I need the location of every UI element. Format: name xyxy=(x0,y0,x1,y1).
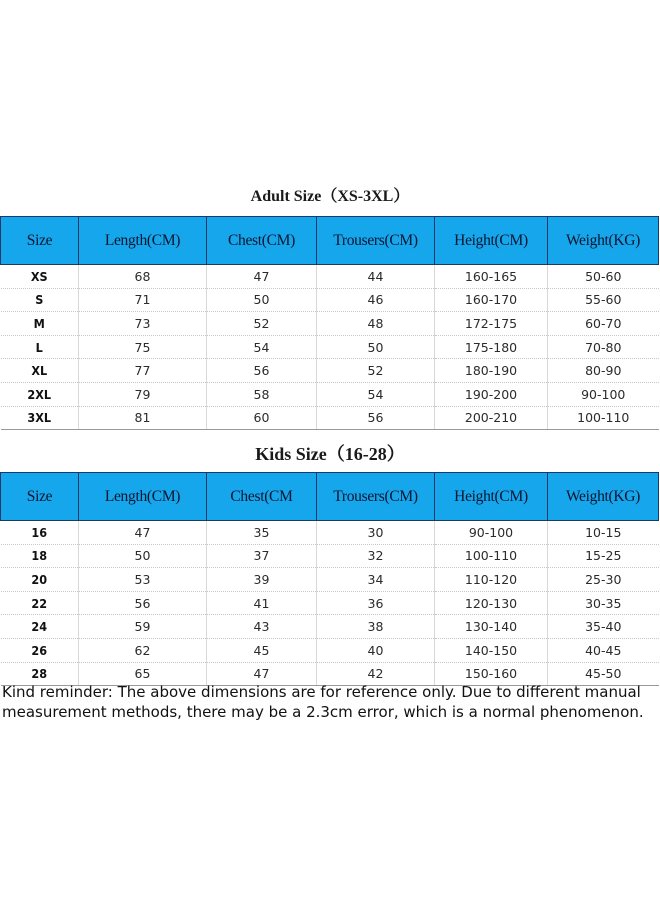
size-cell: XS xyxy=(1,265,79,289)
kids-size-table xyxy=(0,472,659,686)
size-cell: 16 xyxy=(1,521,79,545)
chest-cell: 47 xyxy=(207,265,317,289)
header-length: Length(CM) xyxy=(79,217,207,265)
size-cell: M xyxy=(1,312,79,336)
kind-reminder-note: Kind reminder: The above dimensions are for reference only. Due to different manual measurement methods, there may be a 2.3cm error, which is a normal phenomenon. xyxy=(2,683,644,721)
kids-size-title: Kids Size（16-28） xyxy=(255,444,405,464)
trousers-cell: 50 xyxy=(317,335,435,359)
table-row xyxy=(1,521,659,545)
length-cell: 56 xyxy=(79,591,207,615)
weight-cell: 45-50 xyxy=(548,662,659,686)
length-cell: 65 xyxy=(79,662,207,686)
trousers-cell: 48 xyxy=(317,312,435,336)
height-cell: 190-200 xyxy=(435,382,548,406)
table-row xyxy=(1,615,659,639)
weight-cell: 30-35 xyxy=(548,591,659,615)
table-row xyxy=(1,335,659,359)
height-cell: 160-165 xyxy=(435,265,548,289)
table-row xyxy=(1,265,659,289)
length-cell: 79 xyxy=(79,382,207,406)
chest-cell: 35 xyxy=(207,521,317,545)
length-cell: 59 xyxy=(79,615,207,639)
height-cell: 172-175 xyxy=(435,312,548,336)
length-cell: 68 xyxy=(79,265,207,289)
trousers-cell: 40 xyxy=(317,638,435,662)
trousers-cell: 30 xyxy=(317,521,435,545)
height-cell: 160-170 xyxy=(435,288,548,312)
trousers-cell: 38 xyxy=(317,615,435,639)
length-cell: 75 xyxy=(79,335,207,359)
trousers-cell: 44 xyxy=(317,265,435,289)
height-cell: 175-180 xyxy=(435,335,548,359)
weight-cell: 10-15 xyxy=(548,521,659,545)
trousers-cell: 46 xyxy=(317,288,435,312)
height-cell: 150-160 xyxy=(435,662,548,686)
header-size: Size xyxy=(1,473,79,521)
chest-cell: 41 xyxy=(207,591,317,615)
header-length: Length(CM) xyxy=(79,473,207,521)
chest-cell: 52 xyxy=(207,312,317,336)
table-row xyxy=(1,406,659,430)
height-cell: 140-150 xyxy=(435,638,548,662)
size-cell: 24 xyxy=(1,615,79,639)
chest-cell: 58 xyxy=(207,382,317,406)
size-cell: 3XL xyxy=(1,406,79,430)
chest-cell: 43 xyxy=(207,615,317,639)
length-cell: 77 xyxy=(79,359,207,383)
chest-cell: 45 xyxy=(207,638,317,662)
weight-cell: 15-25 xyxy=(548,544,659,568)
size-cell: 22 xyxy=(1,591,79,615)
table-row xyxy=(1,359,659,383)
weight-cell: 70-80 xyxy=(548,335,659,359)
header-weight: Weight(KG) xyxy=(548,217,659,265)
trousers-cell: 42 xyxy=(317,662,435,686)
size-cell: L xyxy=(1,335,79,359)
table-row xyxy=(1,638,659,662)
trousers-cell: 32 xyxy=(317,544,435,568)
trousers-cell: 52 xyxy=(317,359,435,383)
height-cell: 110-120 xyxy=(435,568,548,592)
size-cell: S xyxy=(1,288,79,312)
height-cell: 90-100 xyxy=(435,521,548,545)
header-chest: Chest(CM) xyxy=(207,217,317,265)
size-cell: 18 xyxy=(1,544,79,568)
size-cell: 26 xyxy=(1,638,79,662)
header-chest: Chest(CM xyxy=(207,473,317,521)
weight-cell: 55-60 xyxy=(548,288,659,312)
table-row xyxy=(1,382,659,406)
table-row xyxy=(1,288,659,312)
trousers-cell: 36 xyxy=(317,591,435,615)
header-trousers: Trousers(CM) xyxy=(317,217,435,265)
chest-cell: 37 xyxy=(207,544,317,568)
kids-header-row xyxy=(1,473,659,521)
length-cell: 71 xyxy=(79,288,207,312)
size-cell: XL xyxy=(1,359,79,383)
length-cell: 53 xyxy=(79,568,207,592)
height-cell: 130-140 xyxy=(435,615,548,639)
table-row xyxy=(1,591,659,615)
adult-header-row xyxy=(1,217,659,265)
adult-size-title: Adult Size（XS-3XL） xyxy=(250,188,410,205)
length-cell: 50 xyxy=(79,544,207,568)
weight-cell: 60-70 xyxy=(548,312,659,336)
size-cell: 28 xyxy=(1,662,79,686)
weight-cell: 40-45 xyxy=(548,638,659,662)
chest-cell: 60 xyxy=(207,406,317,430)
length-cell: 62 xyxy=(79,638,207,662)
adult-size-table xyxy=(0,216,659,430)
table-row xyxy=(1,568,659,592)
height-cell: 180-190 xyxy=(435,359,548,383)
table-row xyxy=(1,544,659,568)
chest-cell: 54 xyxy=(207,335,317,359)
chest-cell: 56 xyxy=(207,359,317,383)
length-cell: 47 xyxy=(79,521,207,545)
chest-cell: 47 xyxy=(207,662,317,686)
chest-cell: 50 xyxy=(207,288,317,312)
header-weight: Weight(KG) xyxy=(548,473,659,521)
trousers-cell: 54 xyxy=(317,382,435,406)
weight-cell: 80-90 xyxy=(548,359,659,383)
size-cell: 20 xyxy=(1,568,79,592)
weight-cell: 35-40 xyxy=(548,615,659,639)
chest-cell: 39 xyxy=(207,568,317,592)
length-cell: 81 xyxy=(79,406,207,430)
height-cell: 120-130 xyxy=(435,591,548,615)
weight-cell: 50-60 xyxy=(548,265,659,289)
length-cell: 73 xyxy=(79,312,207,336)
header-trousers: Trousers(CM) xyxy=(317,473,435,521)
weight-cell: 100-110 xyxy=(548,406,659,430)
header-height: Height(CM) xyxy=(435,217,548,265)
header-height: Height(CM) xyxy=(435,473,548,521)
trousers-cell: 34 xyxy=(317,568,435,592)
weight-cell: 25-30 xyxy=(548,568,659,592)
table-row xyxy=(1,312,659,336)
height-cell: 100-110 xyxy=(435,544,548,568)
weight-cell: 90-100 xyxy=(548,382,659,406)
header-size: Size xyxy=(1,217,79,265)
trousers-cell: 56 xyxy=(317,406,435,430)
size-cell: 2XL xyxy=(1,382,79,406)
height-cell: 200-210 xyxy=(435,406,548,430)
